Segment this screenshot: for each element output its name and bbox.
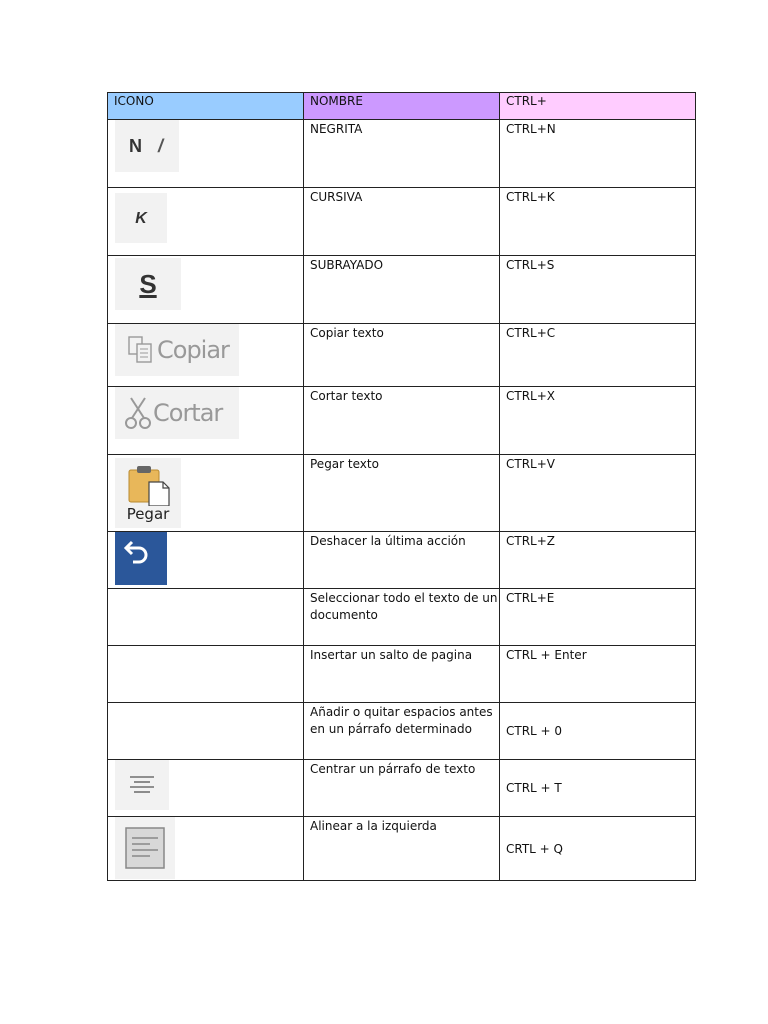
shortcuts-table (107, 92, 696, 881)
clipboard-icon (123, 464, 173, 506)
table-row (108, 589, 696, 646)
icon-cell (108, 532, 304, 589)
center-lines-icon (127, 773, 157, 797)
shortcut-cell: CRTL + Q (500, 817, 696, 881)
table-row (108, 188, 696, 256)
name-cell: SUBRAYADO (304, 256, 500, 324)
shortcut-cell: CTRL+X (500, 387, 696, 455)
italic-icon: K (115, 193, 167, 243)
icon-cell (108, 589, 304, 646)
shortcut-cell: CTRL + T (500, 760, 696, 817)
name-cell: Copiar texto (304, 324, 500, 387)
bold-icon: N / (115, 120, 179, 172)
table-row (108, 120, 696, 188)
shortcut-cell: CTRL+N (500, 120, 696, 188)
name-cell: Pegar texto (304, 455, 500, 532)
name-cell: Cortar texto (304, 387, 500, 455)
icon-cell (108, 324, 304, 387)
table-header-row (108, 93, 696, 120)
name-cell: Insertar un salto de pagina (304, 646, 500, 703)
shortcut-cell: CTRL + Enter (500, 646, 696, 703)
icon-cell (108, 256, 304, 324)
icon-cell (108, 646, 304, 703)
table-row (108, 324, 696, 387)
name-cell: Deshacer la última acción (304, 532, 500, 589)
shortcut-cell: CTRL+K (500, 188, 696, 256)
paste-icon: Pegar (115, 458, 181, 528)
icon-cell (108, 455, 304, 532)
undo-arrow-icon (123, 538, 153, 564)
table-row (108, 532, 696, 589)
icon-cell (108, 387, 304, 455)
shortcut-cell: CTRL+C (500, 324, 696, 387)
header-ctrl: CTRL+ (500, 93, 696, 120)
cut-icon: Cortar (115, 387, 239, 439)
shortcut-cell: CTRL + 0 (500, 703, 696, 760)
header-nombre: NOMBRE (304, 93, 500, 120)
align-center-icon (115, 760, 169, 810)
scissors-icon (123, 396, 153, 430)
icon-cell (108, 703, 304, 760)
name-cell: Seleccionar todo el texto de un documento (304, 589, 500, 646)
icon-cell (108, 760, 304, 817)
name-cell: NEGRITA (304, 120, 500, 188)
shortcut-cell: CTRL+E (500, 589, 696, 646)
align-left-icon (115, 817, 175, 879)
table-row (108, 646, 696, 703)
name-cell: Añadir o quitar espacios antes en un párrafo determinado (304, 703, 500, 760)
table-row (108, 817, 696, 881)
table-row (108, 455, 696, 532)
shortcut-cell: CTRL+Z (500, 532, 696, 589)
copy-pages-icon (127, 334, 157, 366)
header-icono: ICONO (108, 93, 304, 120)
name-cell: Alinear a la izquierda (304, 817, 500, 881)
shortcut-cell: CTRL+V (500, 455, 696, 532)
table-row (108, 256, 696, 324)
name-cell: Centrar un párrafo de texto (304, 760, 500, 817)
icon-cell (108, 817, 304, 881)
table-row (108, 387, 696, 455)
copy-icon: Copiar (115, 324, 239, 376)
icon-cell (108, 188, 304, 256)
shortcut-cell: CTRL+S (500, 256, 696, 324)
left-lines-icon (124, 826, 166, 870)
table-row (108, 703, 696, 760)
table-row (108, 760, 696, 817)
undo-icon (115, 532, 167, 585)
name-cell: CURSIVA (304, 188, 500, 256)
icon-cell (108, 120, 304, 188)
underline-icon: S (115, 258, 181, 310)
